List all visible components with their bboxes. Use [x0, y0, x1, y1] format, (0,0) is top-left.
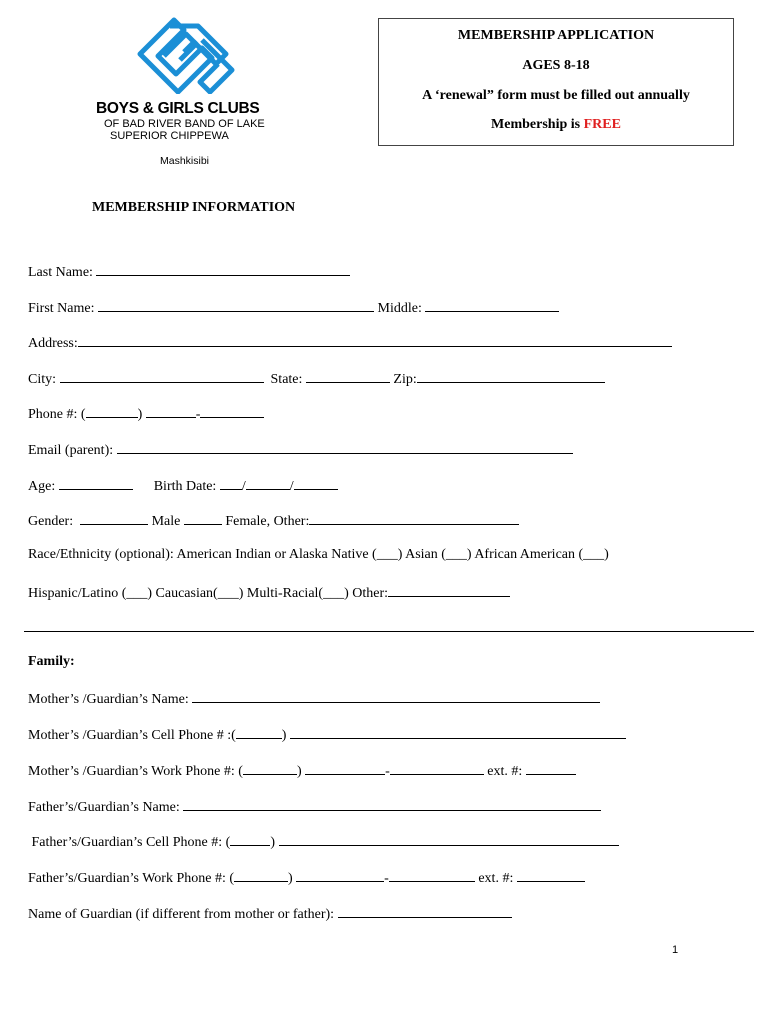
- birth-month-field[interactable]: [220, 476, 242, 490]
- page-number: 1: [672, 944, 679, 956]
- father-cell-paren: ): [270, 835, 279, 850]
- mother-work-prefix-field[interactable]: [305, 761, 385, 775]
- renewal-notice: A ‘renewal” form must be filled out annually: [422, 88, 690, 103]
- father-cell-row: [28, 832, 619, 851]
- father-work-dash: -: [384, 871, 389, 886]
- guardian-row: [28, 904, 512, 923]
- phone-row: [28, 404, 264, 423]
- email-row: [28, 440, 573, 459]
- race-other-field[interactable]: [388, 583, 510, 597]
- mother-work-label: Mother’s /Guardian’s Work Phone #: (: [28, 764, 243, 779]
- mother-name-row: [28, 689, 600, 708]
- mother-cell-label: Mother’s /Guardian’s Cell Phone # :(: [28, 728, 236, 743]
- male-label: Male: [148, 514, 184, 529]
- family-section-title: Family:: [28, 654, 75, 669]
- mother-ext-field[interactable]: [526, 761, 576, 775]
- first-name-row: [28, 298, 559, 317]
- middle-name-field[interactable]: [425, 298, 559, 312]
- gender-row: [28, 511, 519, 530]
- first-name-field[interactable]: [98, 298, 374, 312]
- city-state-zip-row: [28, 369, 605, 388]
- father-name-label: Father’s/Guardian’s Name:: [28, 800, 184, 815]
- org-name-line3: SUPERIOR CHIPPEWA: [110, 130, 229, 142]
- female-other-label: Female, Other:: [221, 514, 310, 529]
- father-cell-area-field[interactable]: [230, 832, 270, 846]
- mother-cell-area-field[interactable]: [236, 725, 282, 739]
- birth-year-field[interactable]: [294, 476, 338, 490]
- father-cell-number-field[interactable]: [279, 832, 619, 846]
- org-name-line1: BOYS & GIRLS CLUBS: [96, 100, 260, 117]
- guardian-name-field[interactable]: [338, 904, 512, 918]
- father-work-paren: ): [288, 871, 297, 886]
- phone-line-field[interactable]: [200, 404, 264, 418]
- gender-male-field[interactable]: [80, 511, 148, 525]
- mother-work-row: [28, 761, 576, 780]
- email-field[interactable]: [117, 440, 573, 454]
- city-label: City:: [28, 372, 60, 387]
- father-cell-label: Father’s/Guardian’s Cell Phone #: (: [28, 835, 231, 850]
- zip-label: Zip:: [389, 372, 417, 387]
- mother-work-paren: ): [296, 764, 306, 779]
- mother-cell-number-field[interactable]: [290, 725, 626, 739]
- zip-field[interactable]: [417, 369, 605, 383]
- phone-paren: ): [137, 407, 146, 422]
- email-label: Email (parent):: [28, 443, 117, 458]
- mother-work-line-field[interactable]: [390, 761, 484, 775]
- phone-dash: -: [195, 407, 201, 422]
- age-birthdate-row: [28, 476, 338, 495]
- last-name-label: Last Name:: [28, 265, 97, 280]
- mother-name-field[interactable]: [192, 689, 600, 703]
- age-field[interactable]: [59, 476, 133, 490]
- mother-name-label: Mother’s /Guardian’s Name:: [28, 692, 193, 707]
- father-name-row: [28, 797, 601, 816]
- father-ext-label: ext. #:: [474, 871, 517, 886]
- org-subtitle: Mashkisibi: [160, 155, 210, 167]
- state-label: State:: [263, 372, 306, 387]
- birth-slash-2: /: [289, 479, 294, 494]
- application-title: MEMBERSHIP APPLICATION: [457, 28, 655, 43]
- mother-ext-label: ext. #:: [483, 764, 526, 779]
- org-name-line2: OF BAD RIVER BAND OF LAKE: [104, 118, 265, 130]
- phone-label: Phone #: (: [28, 407, 86, 422]
- race-row-1[interactable]: Race/Ethnicity (optional): American Indian or Alaska Native (___) Asian (___) African American (___): [28, 547, 609, 562]
- father-work-line-field[interactable]: [389, 868, 475, 882]
- membership-free-notice: [379, 117, 733, 133]
- boys-girls-clubs-hands-logo-icon: [136, 16, 236, 94]
- section-divider: [24, 631, 754, 632]
- mother-cell-row: [28, 725, 626, 744]
- mother-cell-paren: ): [281, 728, 290, 743]
- phone-prefix-field[interactable]: [146, 404, 196, 418]
- section-title: MEMBERSHIP INFORMATION: [92, 200, 296, 215]
- father-work-prefix-field[interactable]: [296, 868, 384, 882]
- gender-label: Gender:: [28, 514, 81, 529]
- age-label: Age:: [28, 479, 59, 494]
- last-name-row: [28, 262, 350, 281]
- birth-slash-1: /: [241, 479, 246, 494]
- membership-prefix: Membership is: [491, 117, 584, 132]
- birth-date-label: Birth Date:: [132, 479, 220, 494]
- father-work-label: Father’s/Guardian’s Work Phone #: (: [28, 871, 234, 886]
- phone-area-code-field[interactable]: [86, 404, 138, 418]
- gender-female-field[interactable]: [184, 511, 222, 525]
- gender-other-field[interactable]: [309, 511, 519, 525]
- city-field[interactable]: [60, 369, 264, 383]
- birth-day-field[interactable]: [246, 476, 290, 490]
- ages-label: AGES 8-18: [522, 58, 590, 73]
- free-label: FREE: [583, 117, 621, 132]
- application-header-box: [378, 18, 734, 146]
- middle-label: Middle:: [374, 301, 426, 316]
- organization-logo: [96, 16, 286, 142]
- address-field[interactable]: [78, 333, 672, 347]
- father-work-area-field[interactable]: [234, 868, 288, 882]
- last-name-field[interactable]: [96, 262, 350, 276]
- race-options-label[interactable]: Hispanic/Latino (___) Caucasian(___) Multi-Racial(___) Other:: [28, 586, 389, 601]
- father-ext-field[interactable]: [517, 868, 585, 882]
- first-name-label: First Name:: [28, 301, 98, 316]
- mother-work-dash: -: [385, 764, 390, 779]
- mother-work-area-field[interactable]: [243, 761, 297, 775]
- address-label: Address:: [28, 336, 78, 351]
- father-work-row: [28, 868, 585, 887]
- address-row: [28, 333, 672, 352]
- state-field[interactable]: [306, 369, 390, 383]
- race-row-2: [28, 583, 510, 602]
- guardian-label: Name of Guardian (if different from mother or father):: [28, 907, 338, 922]
- father-name-field[interactable]: [183, 797, 601, 811]
